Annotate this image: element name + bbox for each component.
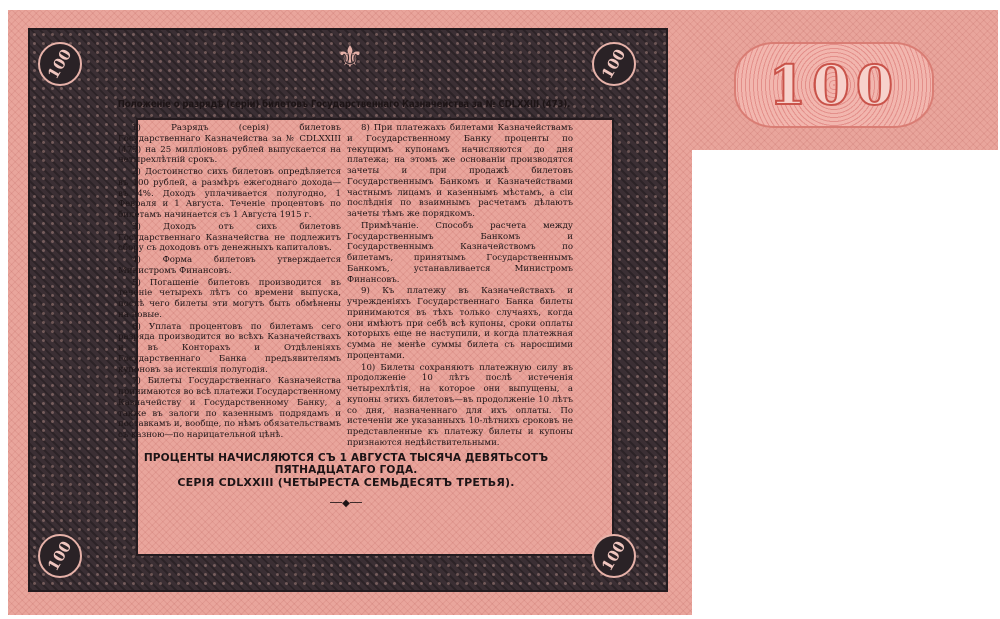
corner-medallion: 100 bbox=[592, 534, 636, 578]
corner-medallion: 100 bbox=[38, 42, 82, 86]
clause: 5) Погашеніе билетовъ производится въ теченіе четырехъ лѣтъ со времени выпуска, послѣ чего билеты эти могутъ быть обмѣнены на новые. bbox=[118, 277, 341, 320]
clause: 7) Билеты Государственнаго Казначейства принимаются во всѣ платежи Государственному Казначейству и Государственному Банку, а также въ залоги по казеннымъ подрядамъ и поставкамъ и, вообще, по нѣмъ обязательствамъ съ казною—по нарицательной цѣнѣ. bbox=[118, 376, 341, 440]
clause: 8) При платежахъ билетами Казначействамъ и Государственному Банку проценты по текущимъ купонамъ начисляются до дня платежа; на этомъ же основаніи производятся зачеты и при продажѣ билетовъ Государственнымъ Банкомъ и Казначействами частнымъ лицамъ и казеннымъ мѣстамъ, а сіи послѣднія по взаимнымъ расчетамъ дѣлаютъ зачеты тѣмъ же порядкомъ. bbox=[347, 123, 573, 219]
divider-ornament-icon: ──◆── bbox=[330, 498, 362, 509]
series-line: СЕРІЯ CDLXXIII (ЧЕТЫРЕСТА СЕМЬДЕСЯТЪ ТРЕТЬЯ). bbox=[177, 476, 515, 489]
right-column bbox=[347, 123, 573, 450]
clause: 6) Уплата процентовъ по билетамъ сего разряда производится во всѣхъ Казначействахъ и въ Конторахъ и Отдѣленіяхъ Государственнаго Банка предъявителямъ купоновъ за истекшія полугодія. bbox=[118, 321, 341, 375]
denomination-emblem bbox=[734, 42, 934, 128]
clause-note: Примѣчаніе. Способъ расчета между Государственнымъ Банкомъ и Государственнымъ Казначействомъ по билетамъ, принятымъ Государственнымъ Банкомъ, устанавливается Министромъ Финансовъ. bbox=[347, 220, 573, 285]
clause: 4) Форма билетовъ утверждается Министромъ Финансовъ. bbox=[118, 255, 341, 276]
cut-off-area bbox=[692, 150, 1000, 619]
fleur-ornament-icon: ⚜ bbox=[336, 40, 364, 75]
clause: 9) Къ платежу въ Казначействахъ и учрежденіяхъ Государственнаго Банка билеты принимаются въ тѣхъ только случаяхъ, когда они имѣютъ при себѣ всѣ купоны, сроки оплаты которыхъ еще не наступили, и когда платежная сумма не менѣе суммы билета съ наросшими процентами. bbox=[347, 286, 573, 361]
denomination-numeral: 100 bbox=[768, 53, 900, 117]
clause: 2) Достоинство сихъ билетовъ опредѣляется въ 100 рублей, а размѣръ ежегоднаго дохода— въ 4%. Доходъ уплачивается полугодно, 1 Февраля и 1 Августа. Теченіе процентовъ по билетамъ начинается съ 1 Августа 1915 г. bbox=[118, 167, 341, 220]
corner-medallion: 100 bbox=[38, 534, 82, 578]
clause: 1) Разрядъ (серія) билетовъ Государственнаго Казначейства за № CDLXXIII (473) на 25 милліоновъ рублей выпускается на четырехлѣтній срокъ. bbox=[118, 123, 341, 166]
corner-medallion: 100 bbox=[592, 42, 636, 86]
clause: 3) Доходъ отъ сихъ билетовъ Государственнаго Казначейства не подлежитъ сбору съ доходовъ отъ денежныхъ капиталовъ. bbox=[118, 221, 341, 254]
regulation-heading: Положеніе о разрядѣ (серіи) билетовъ Государственнаго Казначейства за № CDLXXIII (473). bbox=[117, 99, 571, 110]
interest-start-line: ПРОЦЕНТЫ НАЧИСЛЯЮТСЯ СЪ 1 АВГУСТА ТЫСЯЧА ДЕВЯТЬСОТЪ ПЯТНАДЦАТАГО ГОДА. bbox=[143, 452, 549, 476]
left-column bbox=[118, 123, 341, 442]
clause: 10) Билеты сохраняютъ платежную силу въ продолженіе 10 лѣтъ послѣ истеченія четырехлѣтія, на которое они выпущены, а купоны этихъ билетовъ—въ продолженіе 10 лѣтъ со дня, назначеннаго для ихъ оплаты. По истеченіи же указанныхъ 10-лѣтнихъ сроковъ не представленные къ платежу билеты и купоны признаются недѣйствительными. bbox=[347, 362, 573, 448]
